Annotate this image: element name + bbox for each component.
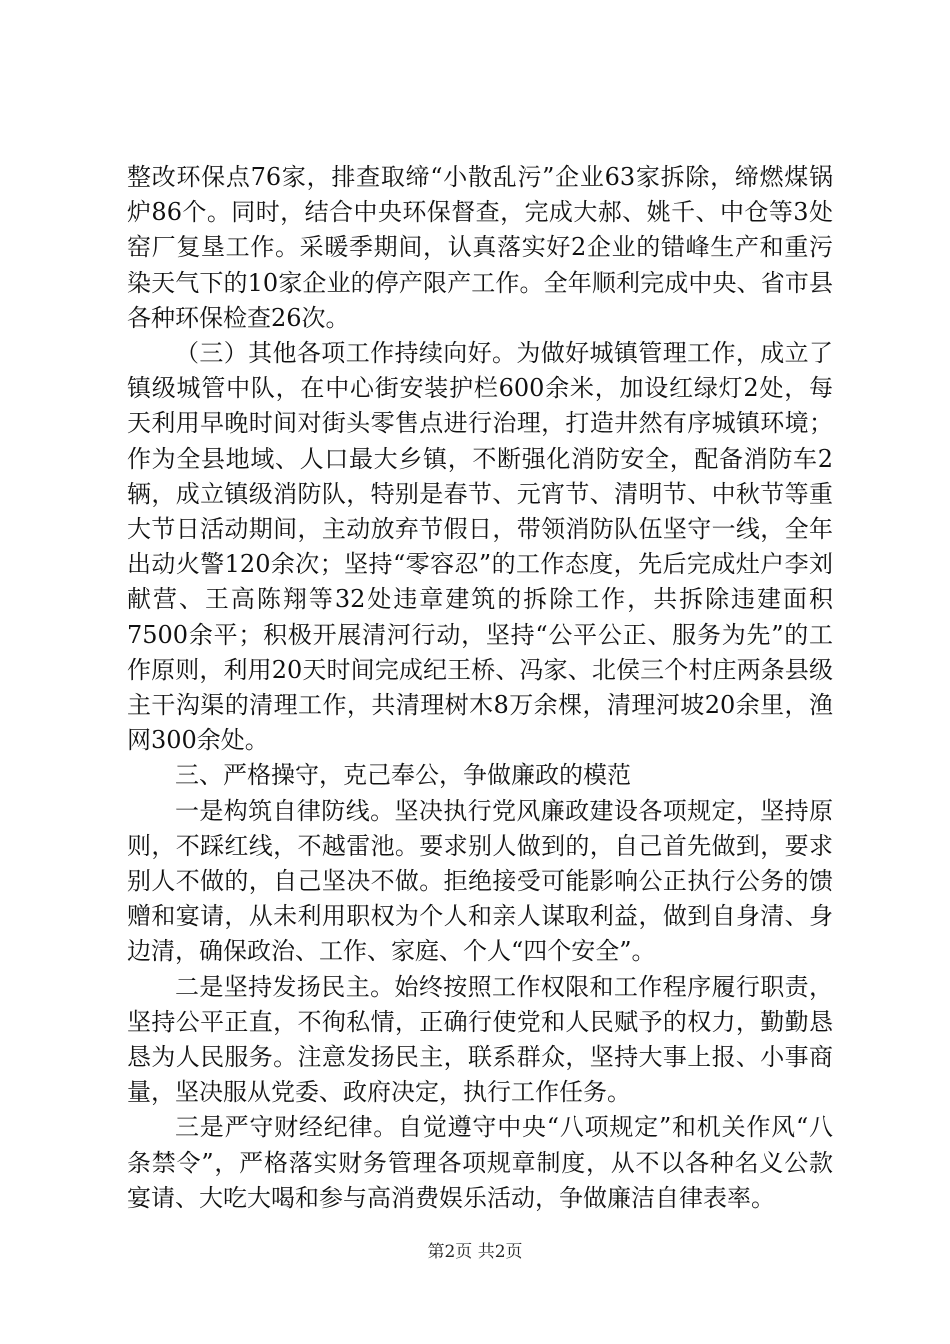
- section-heading-integrity: 三、严格操守，克己奉公，争做廉政的模范: [175, 761, 631, 790]
- paragraph-environmental-rectification: 整改环保点76家，排查取缔“小散乱污”企业63家拆除，缔燃煤锅炉86个。同时，结合中央环保督查，完成大郝、姚千、中仓等3处窑厂复垦工作。采暖季期间，认真落实好2企业的错峰生产和重污染天气下的10家企业的停产限产工作。全年顺利完成中央、省市县各种环保检查26次。: [127, 163, 833, 332]
- document-body: [127, 160, 833, 1216]
- paragraph-democracy: 二是坚持发扬民主。始终按照工作权限和工作程序履行职责，坚持公平正直，不徇私情，正确行使党和人民赋予的权力，勤勤恳恳为人民服务。注意发扬民主，联系群众，坚持大事上报、小事商量，坚决服从党委、政府决定，执行工作任务。: [127, 972, 833, 1107]
- paragraph-self-discipline: 一是构筑自律防线。坚决执行党风廉政建设各项规定，坚持原则，不踩红线，不越雷池。要求别人做到的，自己首先做到，要求别人不做的，自己坚决不做。拒绝接受可能影响公正执行公务的馈赠和宴请，从未利用职权为个人和亲人谋取利益，做到自身清、身边清，确保政治、工作、家庭、个人“四个安全”。: [127, 796, 833, 966]
- paragraph-financial-discipline: 三是严守财经纪律。自觉遵守中央“八项规定”和机关作风“八条禁令”，严格落实财务管理各项规章制度，从不以各种名义公款宴请、大吃大喝和参与高消费娱乐活动，争做廉洁自律表率。: [127, 1113, 833, 1212]
- page-footer: 第2页 共2页: [427, 1242, 523, 1262]
- paragraph-other-work: （三）其他各项工作持续向好。为做好城镇管理工作，成立了镇级城管中队，在中心街安装护栏600余米，加设红绿灯2处，每天利用早晚时间对街头零售点进行治理，打造井然有序城镇环境；作为全县地域、人口最大乡镇，不断强化消防安全，配备消防车2辆，成立镇级消防队，特别是春节、元宵节、清明节、中秋节等重大节日活动期间，主动放弃节假日，带领消防队伍坚守一线，全年出动火警120余次；坚持“零容忍”的工作态度，先后完成灶户李刘献营、王高陈翔等32处违章建筑的拆除工作，共拆除违建面积7500余平；积极开展清河行动，坚持“公平公正、服务为先”的工作原则，利用20天时间完成纪王桥、冯家、北侯三个村庄两条县级主干沟渠的清理工作，共清理树木8万余棵，清理河坡20余里，渔网300余处。: [127, 339, 833, 755]
